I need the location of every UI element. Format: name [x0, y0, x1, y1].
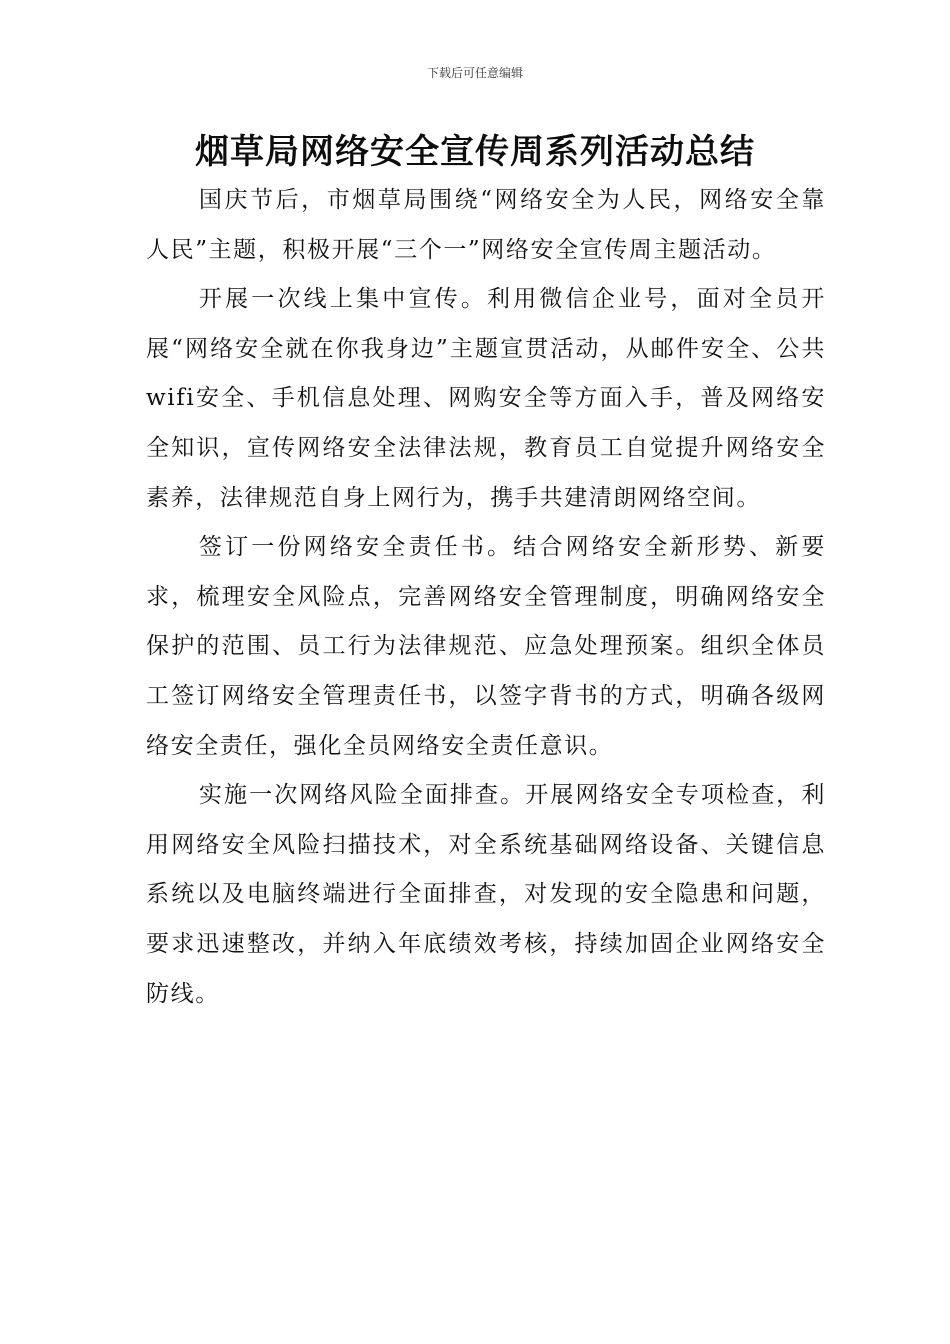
- document-body: [146, 176, 826, 1019]
- header-note: 下载后可任意编辑: [426, 66, 523, 80]
- paragraph-intro: 国庆节后，市烟草局围绕“网络安全为人民，网络安全靠人民”主题，积极开展“三个一”网络安全宣传周主题活动。: [146, 187, 826, 263]
- document-title: 烟草局网络安全宣传周系列活动总结: [195, 132, 755, 172]
- paragraph-responsibility-letter: 签订一份网络安全责任书。结合网络安全新形势、新要求，梳理安全风险点，完善网络安全管理制度，明确网络安全保护的范围、员工行为法律规范、应急处理预案。组织全体员工签订网络安全管理责任书，以签字背书的方式，明确各级网络安全责任，强化全员网络安全责任意识。: [146, 534, 826, 759]
- paragraph-online-campaign: 开展一次线上集中宣传。利用微信企业号，面对全员开展“网络安全就在你我身边”主题宣贯活动，从邮件安全、公共wifi安全、手机信息处理、网购安全等方面入手，普及网络安全知识，宣传网络安全法律法规，教育员工自觉提升网络安全素养，法律规范自身上网行为，携手共建清朗网络空间。: [146, 286, 826, 511]
- paragraph-risk-inspection: 实施一次网络风险全面排查。开展网络安全专项检查，利用网络安全风险扫描技术，对全系统基础网络设备、关键信息系统以及电脑终端进行全面排查，对发现的安全隐患和问题，要求迅速整改，并纳入年底绩效考核，持续加固企业网络安全防线。: [146, 782, 826, 1007]
